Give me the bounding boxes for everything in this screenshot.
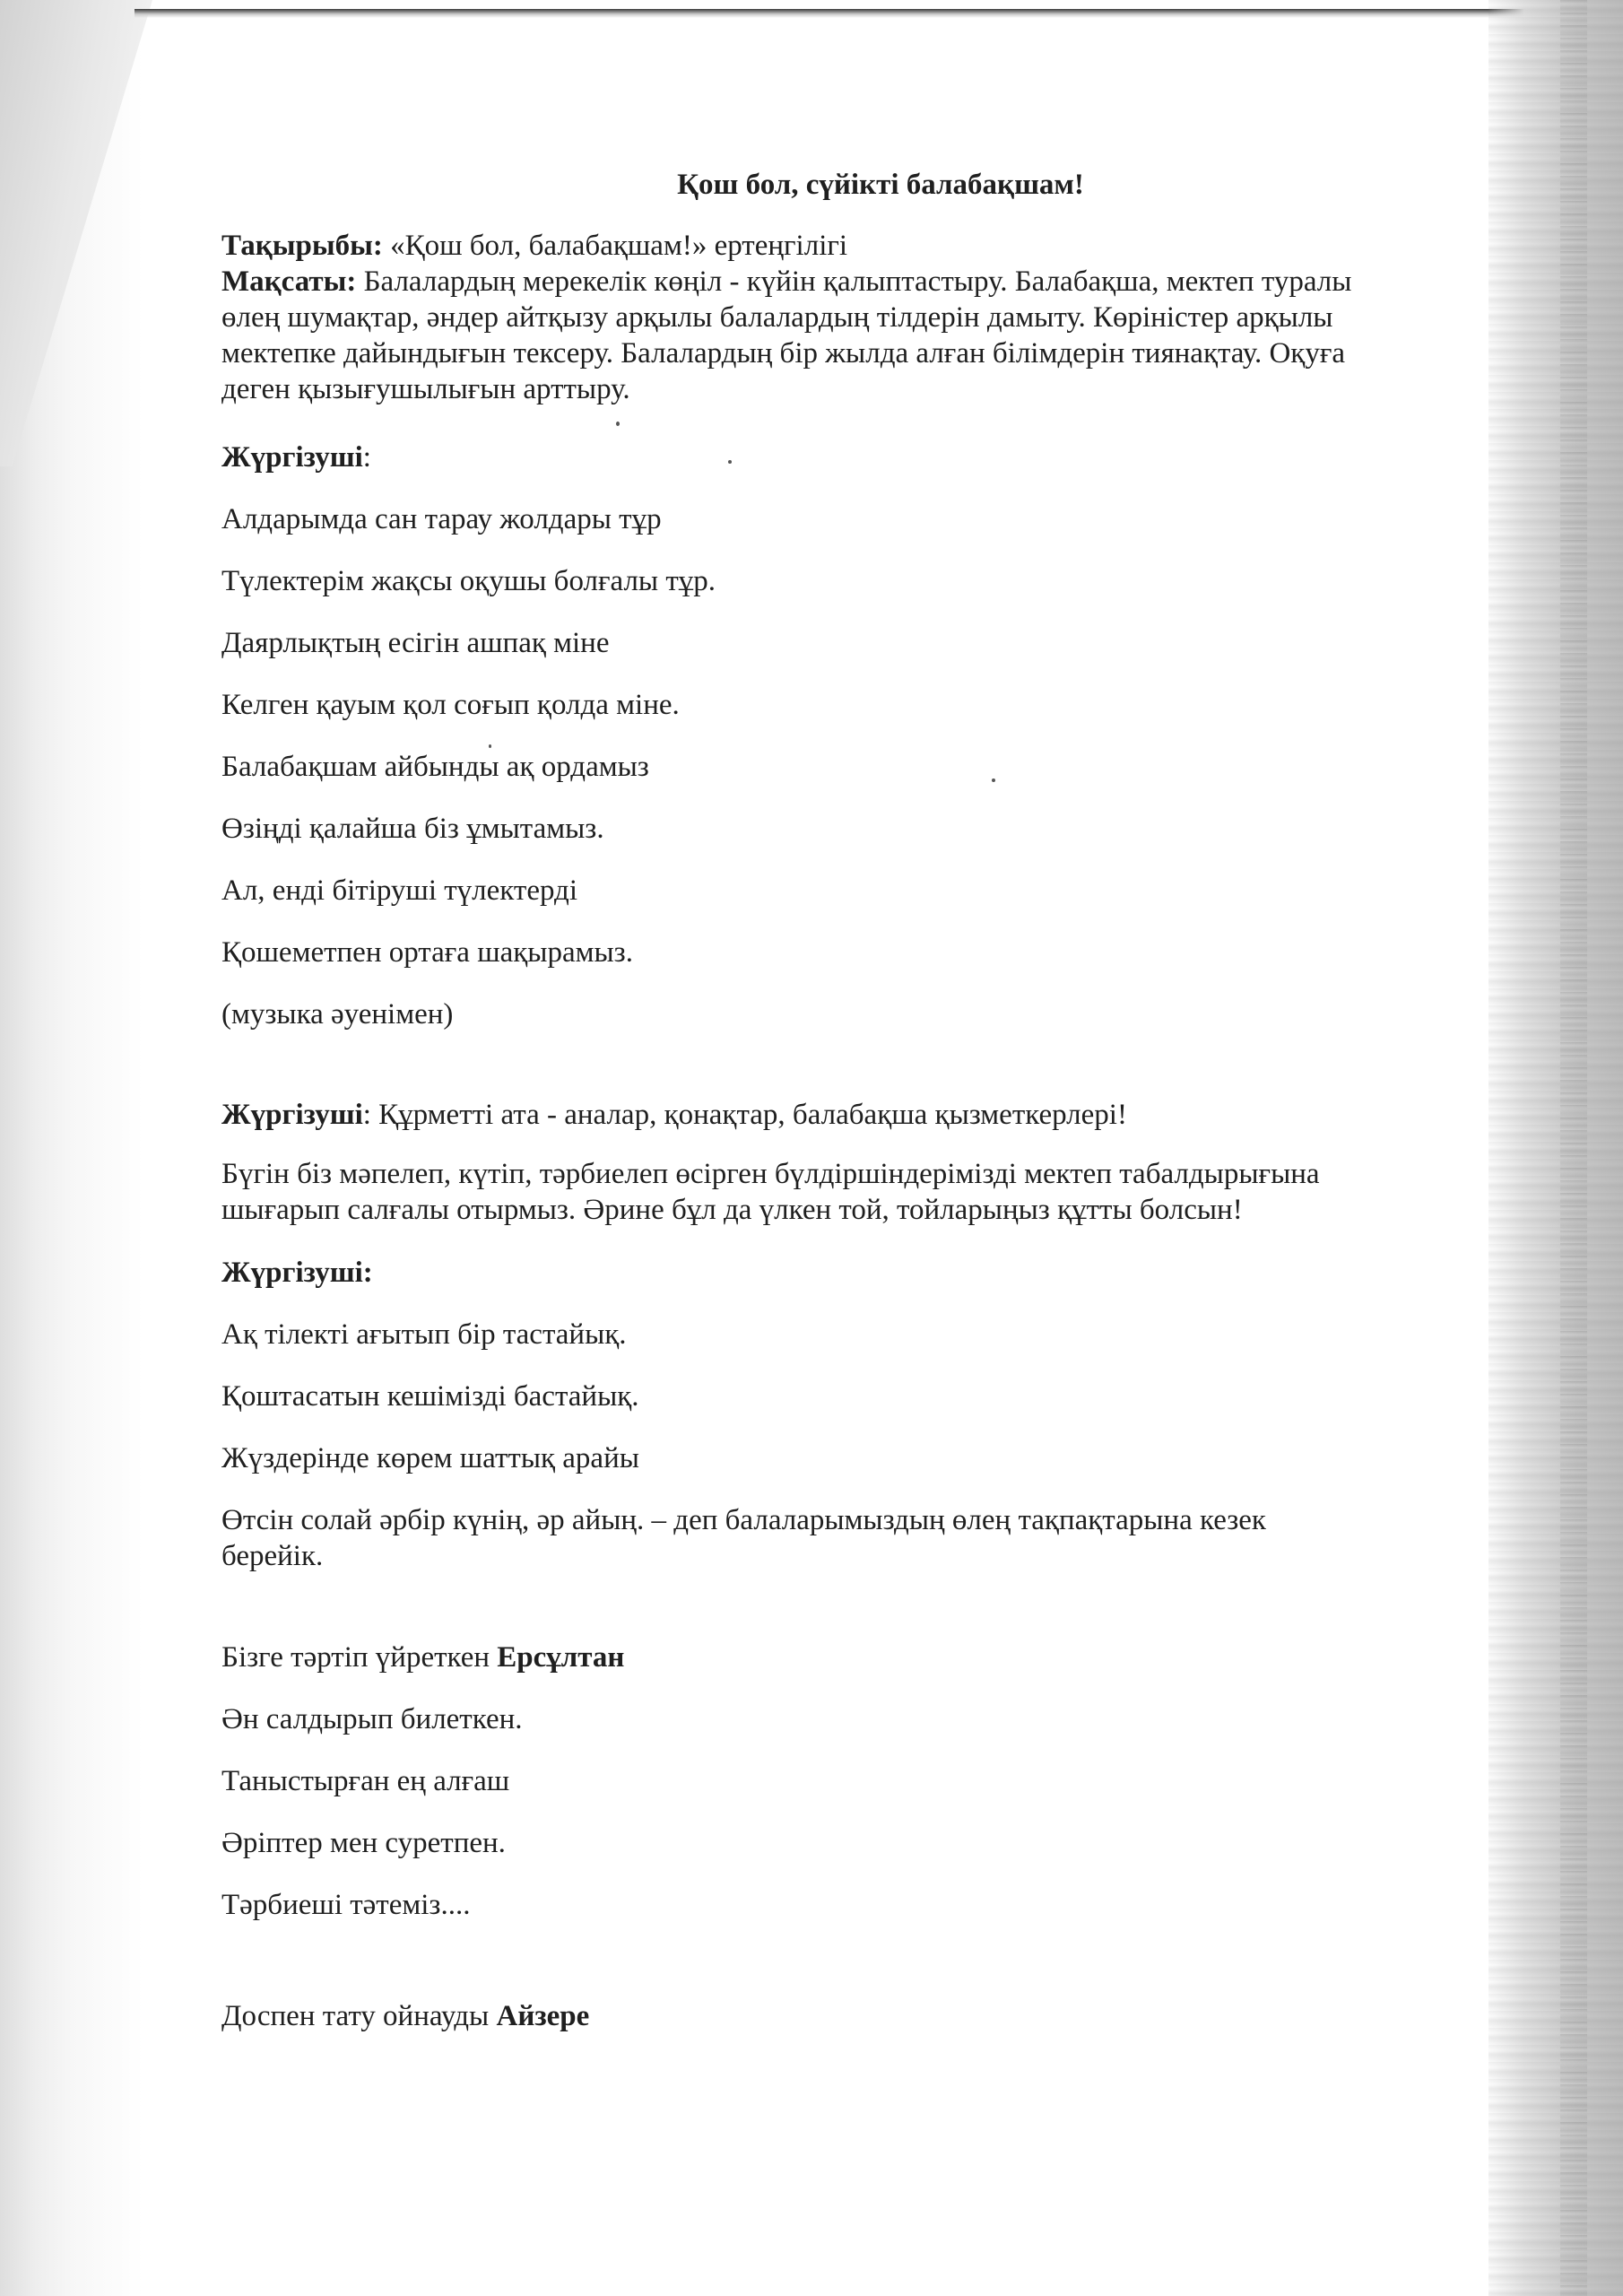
child-name: Ерсұлтан <box>497 1641 625 1674</box>
verse-line: Балабақшам айбынды ақ ордамыз <box>221 751 649 783</box>
stage-direction: (музыка әуенімен) <box>221 998 454 1031</box>
verse-line: Өзіңді қалайша біз ұмытамыз. <box>221 813 604 845</box>
verse-list-2 <box>221 1317 1477 1476</box>
verse-line: Әріптер мен суретпен. <box>221 1827 506 1859</box>
host-paragraph <box>221 1156 1477 1228</box>
stanza-text: Бізге тәртіп үйреткен <box>221 1641 498 1674</box>
host-speech: : Құрметті ата - аналар, қонақтар, балабақша қызметкерлері! <box>362 1099 1127 1131</box>
goal-paragraph <box>221 264 1477 407</box>
verse-line: Ал, енді бітіруші түлектерді <box>221 874 577 907</box>
verse-line: Тәрбиеші тәтеміз.... <box>221 1889 471 1921</box>
topic-line <box>221 228 1477 264</box>
verse-line: Даярлықтың есігін ашпақ міне <box>221 627 610 659</box>
host-label: Жүргізуші <box>221 441 363 474</box>
verse-line: Түлектерім жақсы оқушы болғалы тұр. <box>221 565 716 597</box>
verse-closing-line: Өтсін солай әрбір күнің, әр айың. – деп балаларымыздың өлең тақпақтарына кезек <box>221 1504 1266 1536</box>
verse-line: Келген қауым қол соғып қолда міне. <box>221 689 680 721</box>
goal-label: Мақсаты: <box>221 265 357 298</box>
verse-line: Ән салдырып билеткен. <box>221 1703 523 1735</box>
host-colon: : <box>362 441 371 474</box>
verse-line: Қоштасатын кешімізді бастайық. <box>221 1380 639 1413</box>
scan-top-edge <box>135 9 1623 18</box>
goal-line-1 <box>221 264 1477 300</box>
goal-line-4: деген қызығушылығын арттыру. <box>221 373 630 405</box>
document-body <box>221 167 1477 2034</box>
host-label: Жүргізуші <box>221 1099 363 1131</box>
verse-line: Жүздерінде көрем шаттық арайы <box>221 1442 639 1474</box>
goal-line-3: мектепке дайындығын тексеру. Балалардың бір жылда алған білімдерін тиянақтау. Оқуға <box>221 337 1346 370</box>
host-line-2 <box>221 1097 1477 1133</box>
scan-right-edge-texture <box>1560 0 1587 2296</box>
stanza-first-line <box>221 1639 1477 1675</box>
scan-right-edge <box>1488 0 1623 2296</box>
stanza-text: Доспен тату ойнауды <box>221 2000 497 2032</box>
verse-line: Алдарымда сан тарау жолдары тұр <box>221 503 662 535</box>
document-title: Қош бол, сүйікті балабақшам! <box>677 169 1084 201</box>
paragraph-line: шығарып салғалы отырмыз. Әрине бұл да үлкен той, тойларыңыз құтты болсын! <box>221 1194 1243 1226</box>
verse-closing <box>221 1502 1477 1574</box>
verse-line: Қошеметпен ортаға шақырамыз. <box>221 936 633 969</box>
stanza-4-first-line <box>221 1998 1477 2034</box>
topic-label: Тақырыбы: <box>221 230 383 262</box>
verse-list-1 <box>221 501 1477 1032</box>
stanza-3 <box>221 1639 1477 1923</box>
host-heading-3: Жүргізуші: <box>221 1257 373 1289</box>
verse-closing-line: берейік. <box>221 1540 324 1572</box>
host-heading-1 <box>221 439 1477 475</box>
goal-line-2: өлең шумақтар, әндер айтқызу арқылы балалардың тілдерін дамыту. Көріністер арқылы <box>221 301 1333 334</box>
verse-line: Таныстырған ең алғаш <box>221 1765 510 1797</box>
verse-line: Ақ тілекті ағытып бір тастайық. <box>221 1318 627 1351</box>
topic-text: «Қош бол, балабақшам!» ертеңгілігі <box>382 230 848 262</box>
goal-text-1: Балалардың мерекелік көңіл - күйін қалыптастыру. Балабақша, мектеп туралы <box>356 265 1352 298</box>
paragraph-line: Бүгін біз мәпелеп, күтіп, тәрбиелеп өсірген бүлдіршіндерімізді мектеп табалдырығына <box>221 1158 1320 1190</box>
child-name: Айзере <box>496 2000 590 2032</box>
